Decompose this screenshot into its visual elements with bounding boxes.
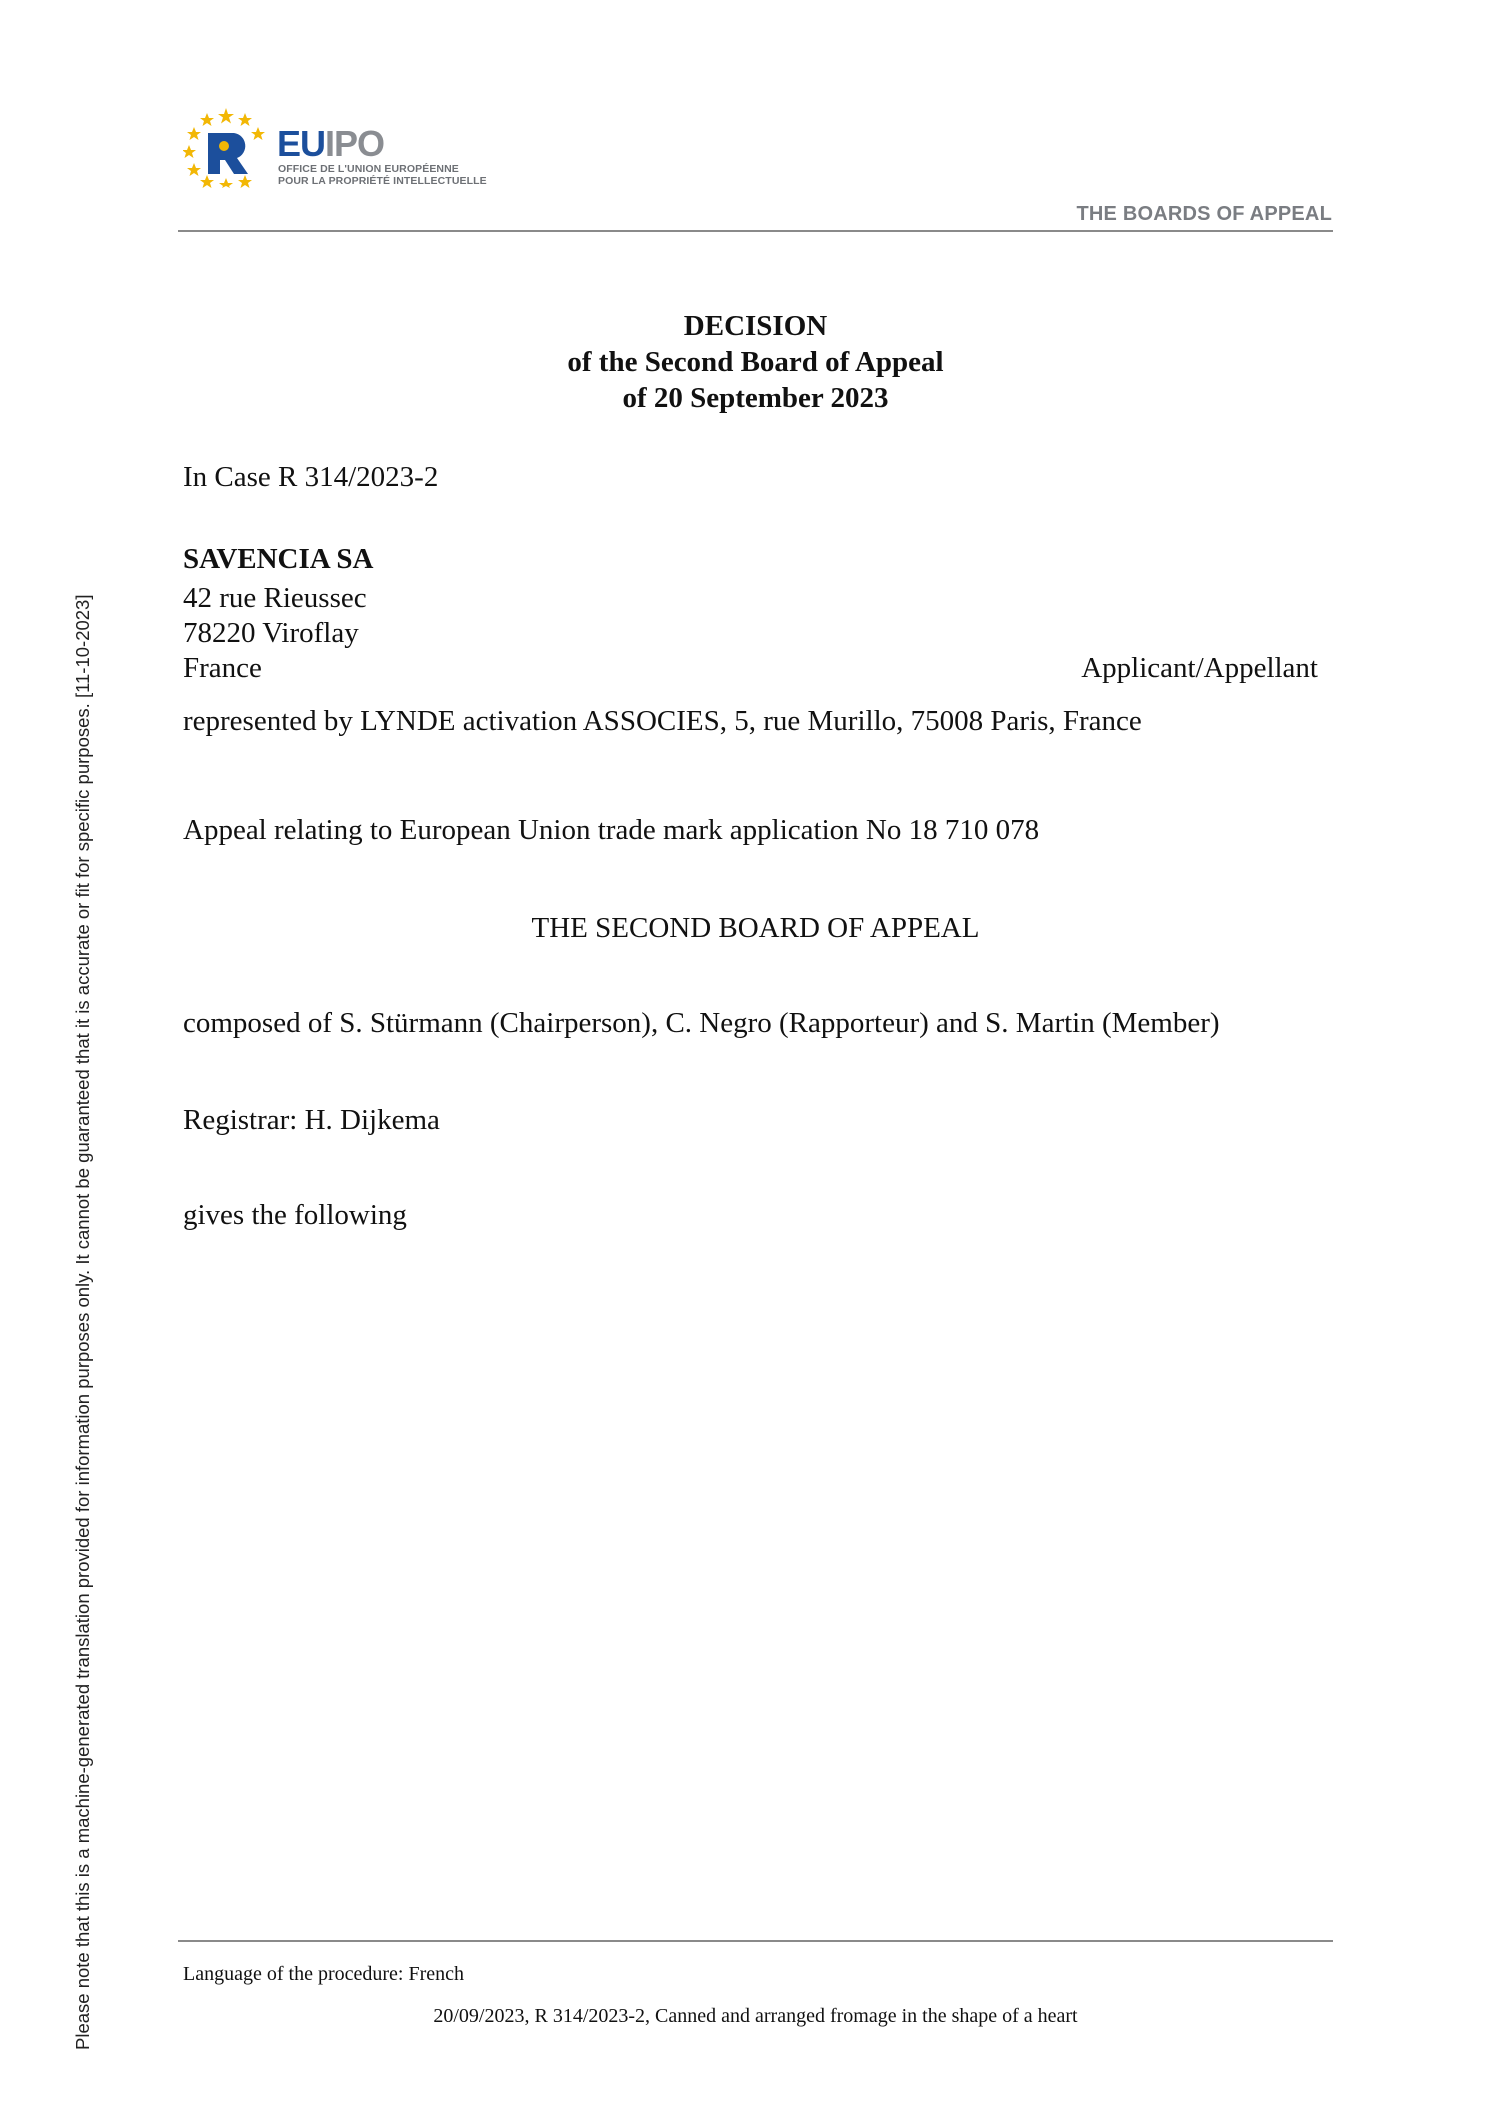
logo-subtitle-line2: POUR LA PROPRIÉTÉ INTELLECTUELLE xyxy=(278,175,487,187)
logo-subtitle-line1: OFFICE DE L'UNION EUROPÉENNE xyxy=(278,163,459,175)
registrar: Registrar: H. Dijkema xyxy=(183,1104,440,1136)
eu-stars-emblem-icon xyxy=(183,106,269,188)
decision-date: of 20 September 2023 xyxy=(622,382,889,414)
machine-translation-note: Please note that this is a machine-generated translation provided for information purposes only. It cannot be guaranteed that it is accurate or fit for specific purposes. [11-10-2023] xyxy=(72,594,93,2050)
procedure-language: Language of the procedure: French xyxy=(183,1963,464,1985)
party-address-city: 78220 Viroflay xyxy=(183,617,359,649)
board-heading: THE SECOND BOARD OF APPEAL xyxy=(531,912,980,944)
euipo-logo xyxy=(183,106,513,188)
footer-reference: 20/09/2023, R 314/2023-2, Canned and arranged fromage in the shape of a heart xyxy=(433,2005,1078,2027)
decision-board: of the Second Board of Appeal xyxy=(567,346,944,378)
footer-divider xyxy=(178,1940,1333,1942)
representative: represented by LYNDE activation ASSOCIES, 5, rue Murillo, 75008 Paris, France xyxy=(183,705,1142,737)
appeal-subject: Appeal relating to European Union trade mark application No 18 710 078 xyxy=(183,814,1040,846)
header-divider xyxy=(178,230,1333,232)
party-name: SAVENCIA SA xyxy=(183,543,374,575)
board-composition: composed of S. Stürmann (Chairperson), C. Negro (Rapporteur) and S. Martin (Member) xyxy=(183,1007,1220,1039)
gives-following: gives the following xyxy=(183,1199,407,1231)
decision-title: DECISION xyxy=(683,310,828,342)
logo-ipo-text: IPO xyxy=(325,123,385,164)
party-address-street: 42 rue Rieussec xyxy=(183,582,367,614)
party-role: Applicant/Appellant xyxy=(1081,652,1318,684)
case-number: In Case R 314/2023-2 xyxy=(183,461,439,493)
party-country: France xyxy=(183,652,262,684)
logo-eu-text: EU xyxy=(277,123,326,164)
section-label: THE BOARDS OF APPEAL xyxy=(1076,203,1332,225)
